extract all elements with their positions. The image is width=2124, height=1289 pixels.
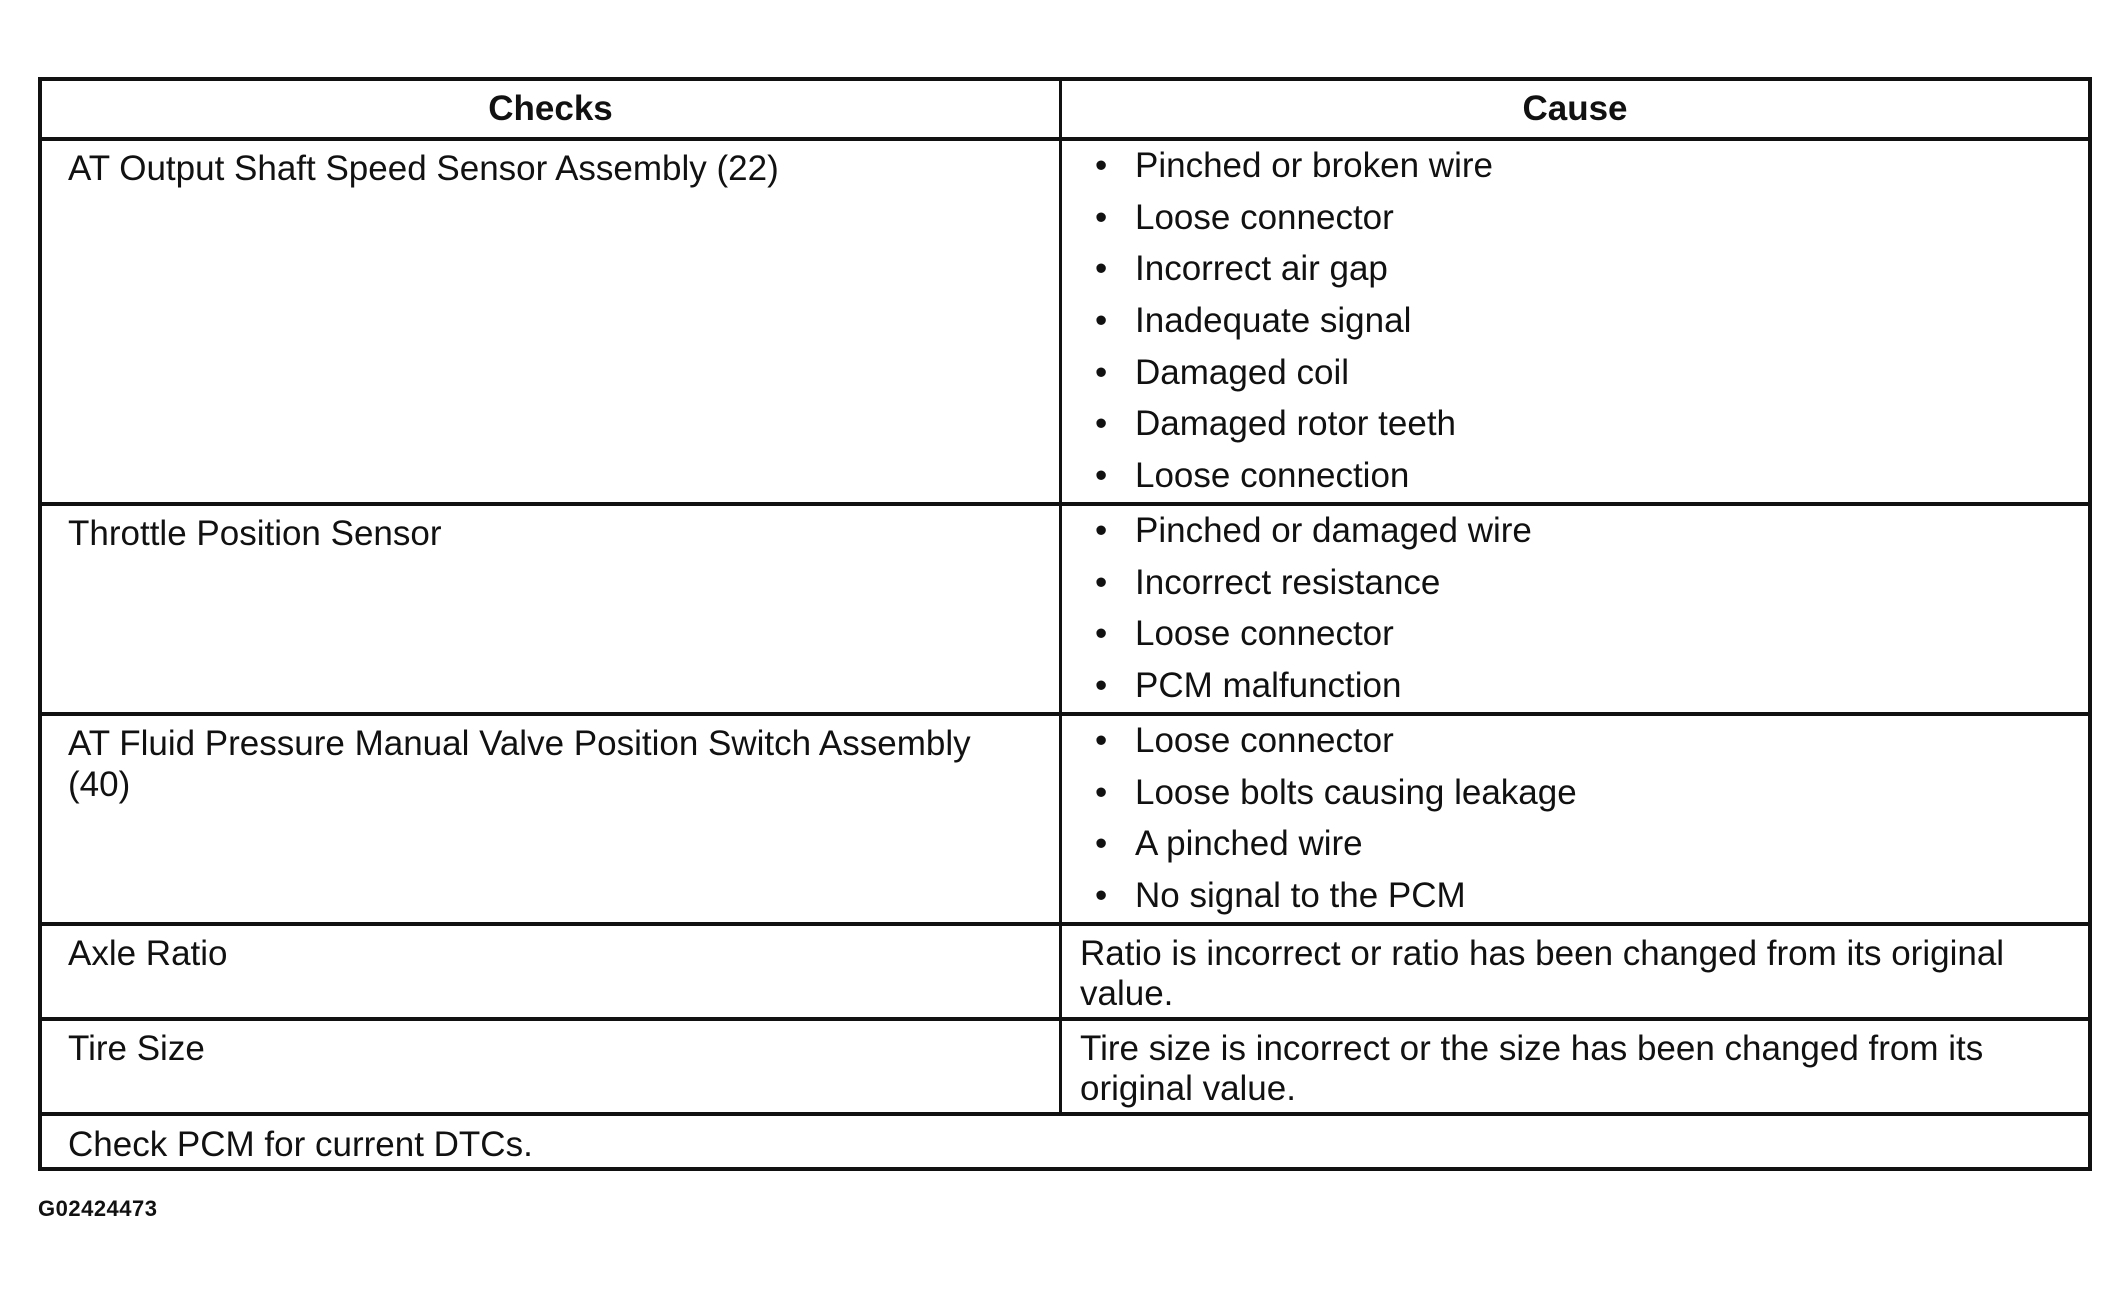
cause-cell: Tire size is incorrect or the size has been changed from its original value. — [1062, 1021, 2088, 1116]
table-footer-note: Check PCM for current DTCs. — [68, 1125, 533, 1164]
check-cell: Axle Ratio — [42, 926, 1062, 1021]
cause-item: • Loose bolts causing leakage — [1135, 771, 2088, 823]
cause-list — [1062, 506, 2088, 716]
cause-item: • Incorrect resistance — [1135, 561, 2088, 613]
cause-list — [1062, 716, 2088, 926]
header-checks: Checks — [42, 81, 1062, 141]
cause-item: • A pinched wire — [1135, 822, 2088, 874]
cause-item: • Loose connection — [1135, 454, 2088, 506]
cause-item: • No signal to the PCM — [1135, 874, 2088, 926]
check-cell: AT Output Shaft Speed Sensor Assembly (22) — [42, 141, 1062, 506]
cause-cell — [1062, 506, 2088, 716]
cause-item: • Loose connector — [1135, 196, 2088, 248]
cause-cell — [1062, 716, 2088, 926]
cause-item: • Inadequate signal — [1135, 299, 2088, 351]
cause-item: • Incorrect air gap — [1135, 247, 2088, 299]
cause-cell: Ratio is incorrect or ratio has been changed from its original value. — [1062, 926, 2088, 1021]
cause-item: • Pinched or broken wire — [1135, 144, 2088, 196]
cause-item: • Damaged rotor teeth — [1135, 402, 2088, 454]
cause-list — [1062, 141, 2088, 506]
cause-item: • PCM malfunction — [1135, 664, 2088, 716]
cause-cell — [1062, 141, 2088, 506]
check-cell: AT Fluid Pressure Manual Valve Position Switch Assembly (40) — [42, 716, 1062, 926]
diagnostic-table — [38, 77, 2092, 1171]
cause-item: • Pinched or damaged wire — [1135, 509, 2088, 561]
cause-item: • Loose connector — [1135, 719, 2088, 771]
figure-id: G02424473 — [38, 1196, 158, 1221]
cause-item: • Loose connector — [1135, 612, 2088, 664]
header-cause: Cause — [1062, 81, 2088, 141]
check-cell: Tire Size — [42, 1021, 1062, 1116]
check-cell: Throttle Position Sensor — [42, 506, 1062, 716]
cause-item: • Damaged coil — [1135, 351, 2088, 403]
